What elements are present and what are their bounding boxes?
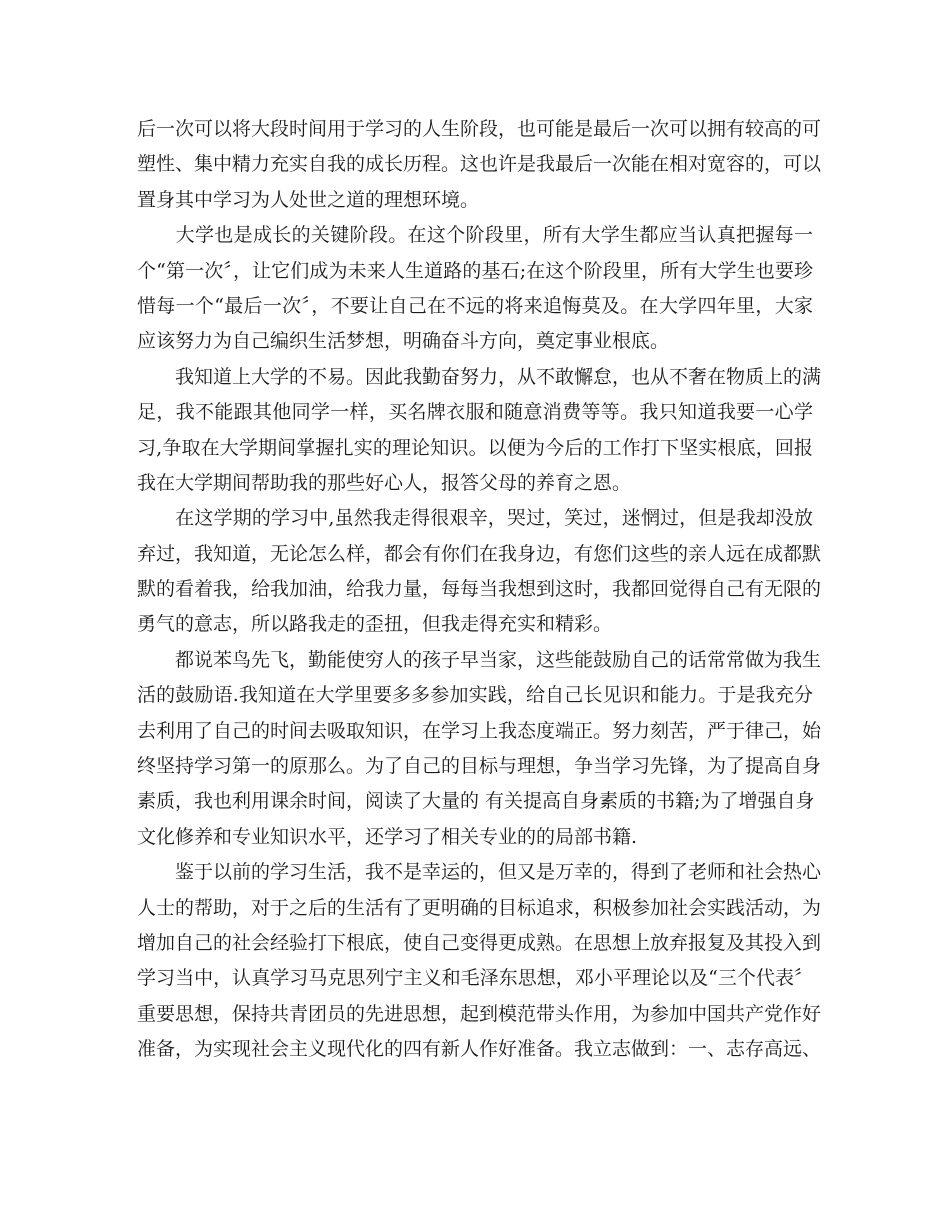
- text-line: 素质，我也利用课余时间，阅读了大量的 有关提高自身素质的书籍;为了增强自身: [137, 790, 815, 813]
- text-line: 鉴于以前的学习生活，我不是幸运的，但又是万幸的，得到了老师和社会热心: [137, 861, 822, 884]
- text-line: 默的看着我，给我加油，给我力量，每每当我想到这时，我都回觉得自己有无限的: [137, 578, 822, 601]
- text-line: 文化修养和专业知识水平，还学习了相关专业的的局部书籍.: [137, 825, 638, 848]
- text-line: 活的鼓励语.我知道在大学里要多多参加实践，给自己长见识和能力。于是我充分: [137, 684, 813, 707]
- text-line: 弃过，我知道，无论怎么样，都会有你们在我身边，有您们这些的亲人远在成都默: [137, 542, 822, 565]
- text-line: 应该努力为自己编织生活梦想，明确奋斗方向，奠定事业根底。: [137, 330, 670, 353]
- text-line: 塑性、集中精力充实自我的成长历程。这也许是我最后一次能在相对宽容的，可以: [137, 153, 822, 176]
- text-line: 在这学期的学习中,虽然我走得很艰辛，哭过，笑过，迷惘过，但是我却没放: [137, 507, 813, 530]
- text-line: 都说苯鸟先飞，勤能使穷人的孩子早当家，这些能鼓励自己的话常常做为我生: [137, 648, 822, 671]
- text-line: 大学也是成长的关键阶段。在这个阶段里，所有大学生都应当认真把握每一: [137, 224, 813, 247]
- text-line: 置身其中学习为人处世之道的理想环境。: [137, 188, 480, 211]
- text-line: 准备，为实现社会主义现代化的四有新人作好准备。我立志做到：一、志存高远、: [137, 1038, 822, 1061]
- text-line: 个“第一次〞，让它们成为未来人生道路的基石;在这个阶段里，所有大学生也要珍: [137, 259, 813, 282]
- text-line: 惜每一个“最后一次〞，不要让自己在不远的将来追悔莫及。在大学四年里，大家: [137, 294, 813, 317]
- text-line: 习,争取在大学期间掌握扎实的理论知识。以便为今后的工作打下坚实根底，回报: [137, 436, 813, 459]
- text-line: 我知道上大学的不易。因此我勤奋努力，从不敢懈怠，也从不奢在物质上的满: [137, 365, 822, 388]
- text-line: 重要思想，保持共青团员的先进思想，起到模范带头作用，为参加中国共产党作好: [137, 1002, 822, 1025]
- text-line: 足，我不能跟其他同学一样，买名牌衣服和随意消费等等。我只知道我要一心学: [137, 401, 813, 424]
- text-line: 我在大学期间帮助我的那些好心人，报答父母的养育之恩。: [137, 471, 632, 494]
- text-line: 勇气的意志，所以路我走的歪扭，但我走得充实和精彩。: [137, 613, 613, 636]
- text-line: 学习当中，认真学习马克思列宁主义和毛泽东思想，邓小平理论以及“三个代表〞: [137, 967, 813, 990]
- document-body: [137, 112, 822, 1068]
- text-line: 后一次可以将大段时间用于学习的人生阶段，也可能是最后一次可以拥有较高的可: [137, 118, 822, 140]
- text-line: 增加自己的社会经验打下根底，使自己变得更成熟。在思想上放弃报复及其投入到: [137, 931, 822, 954]
- text-line: 终坚持学习第一的原那么。为了自己的目标与理想，争当学习先锋，为了提高自身: [137, 755, 822, 778]
- text-line: 人士的帮助，对于之后的生活有了更明确的目标追求，积极参加社会实践活动，为: [137, 896, 822, 919]
- text-line: 去利用了自己的时间去吸取知识，在学习上我态度端正。努力刻苦，严于律己，始: [137, 719, 822, 742]
